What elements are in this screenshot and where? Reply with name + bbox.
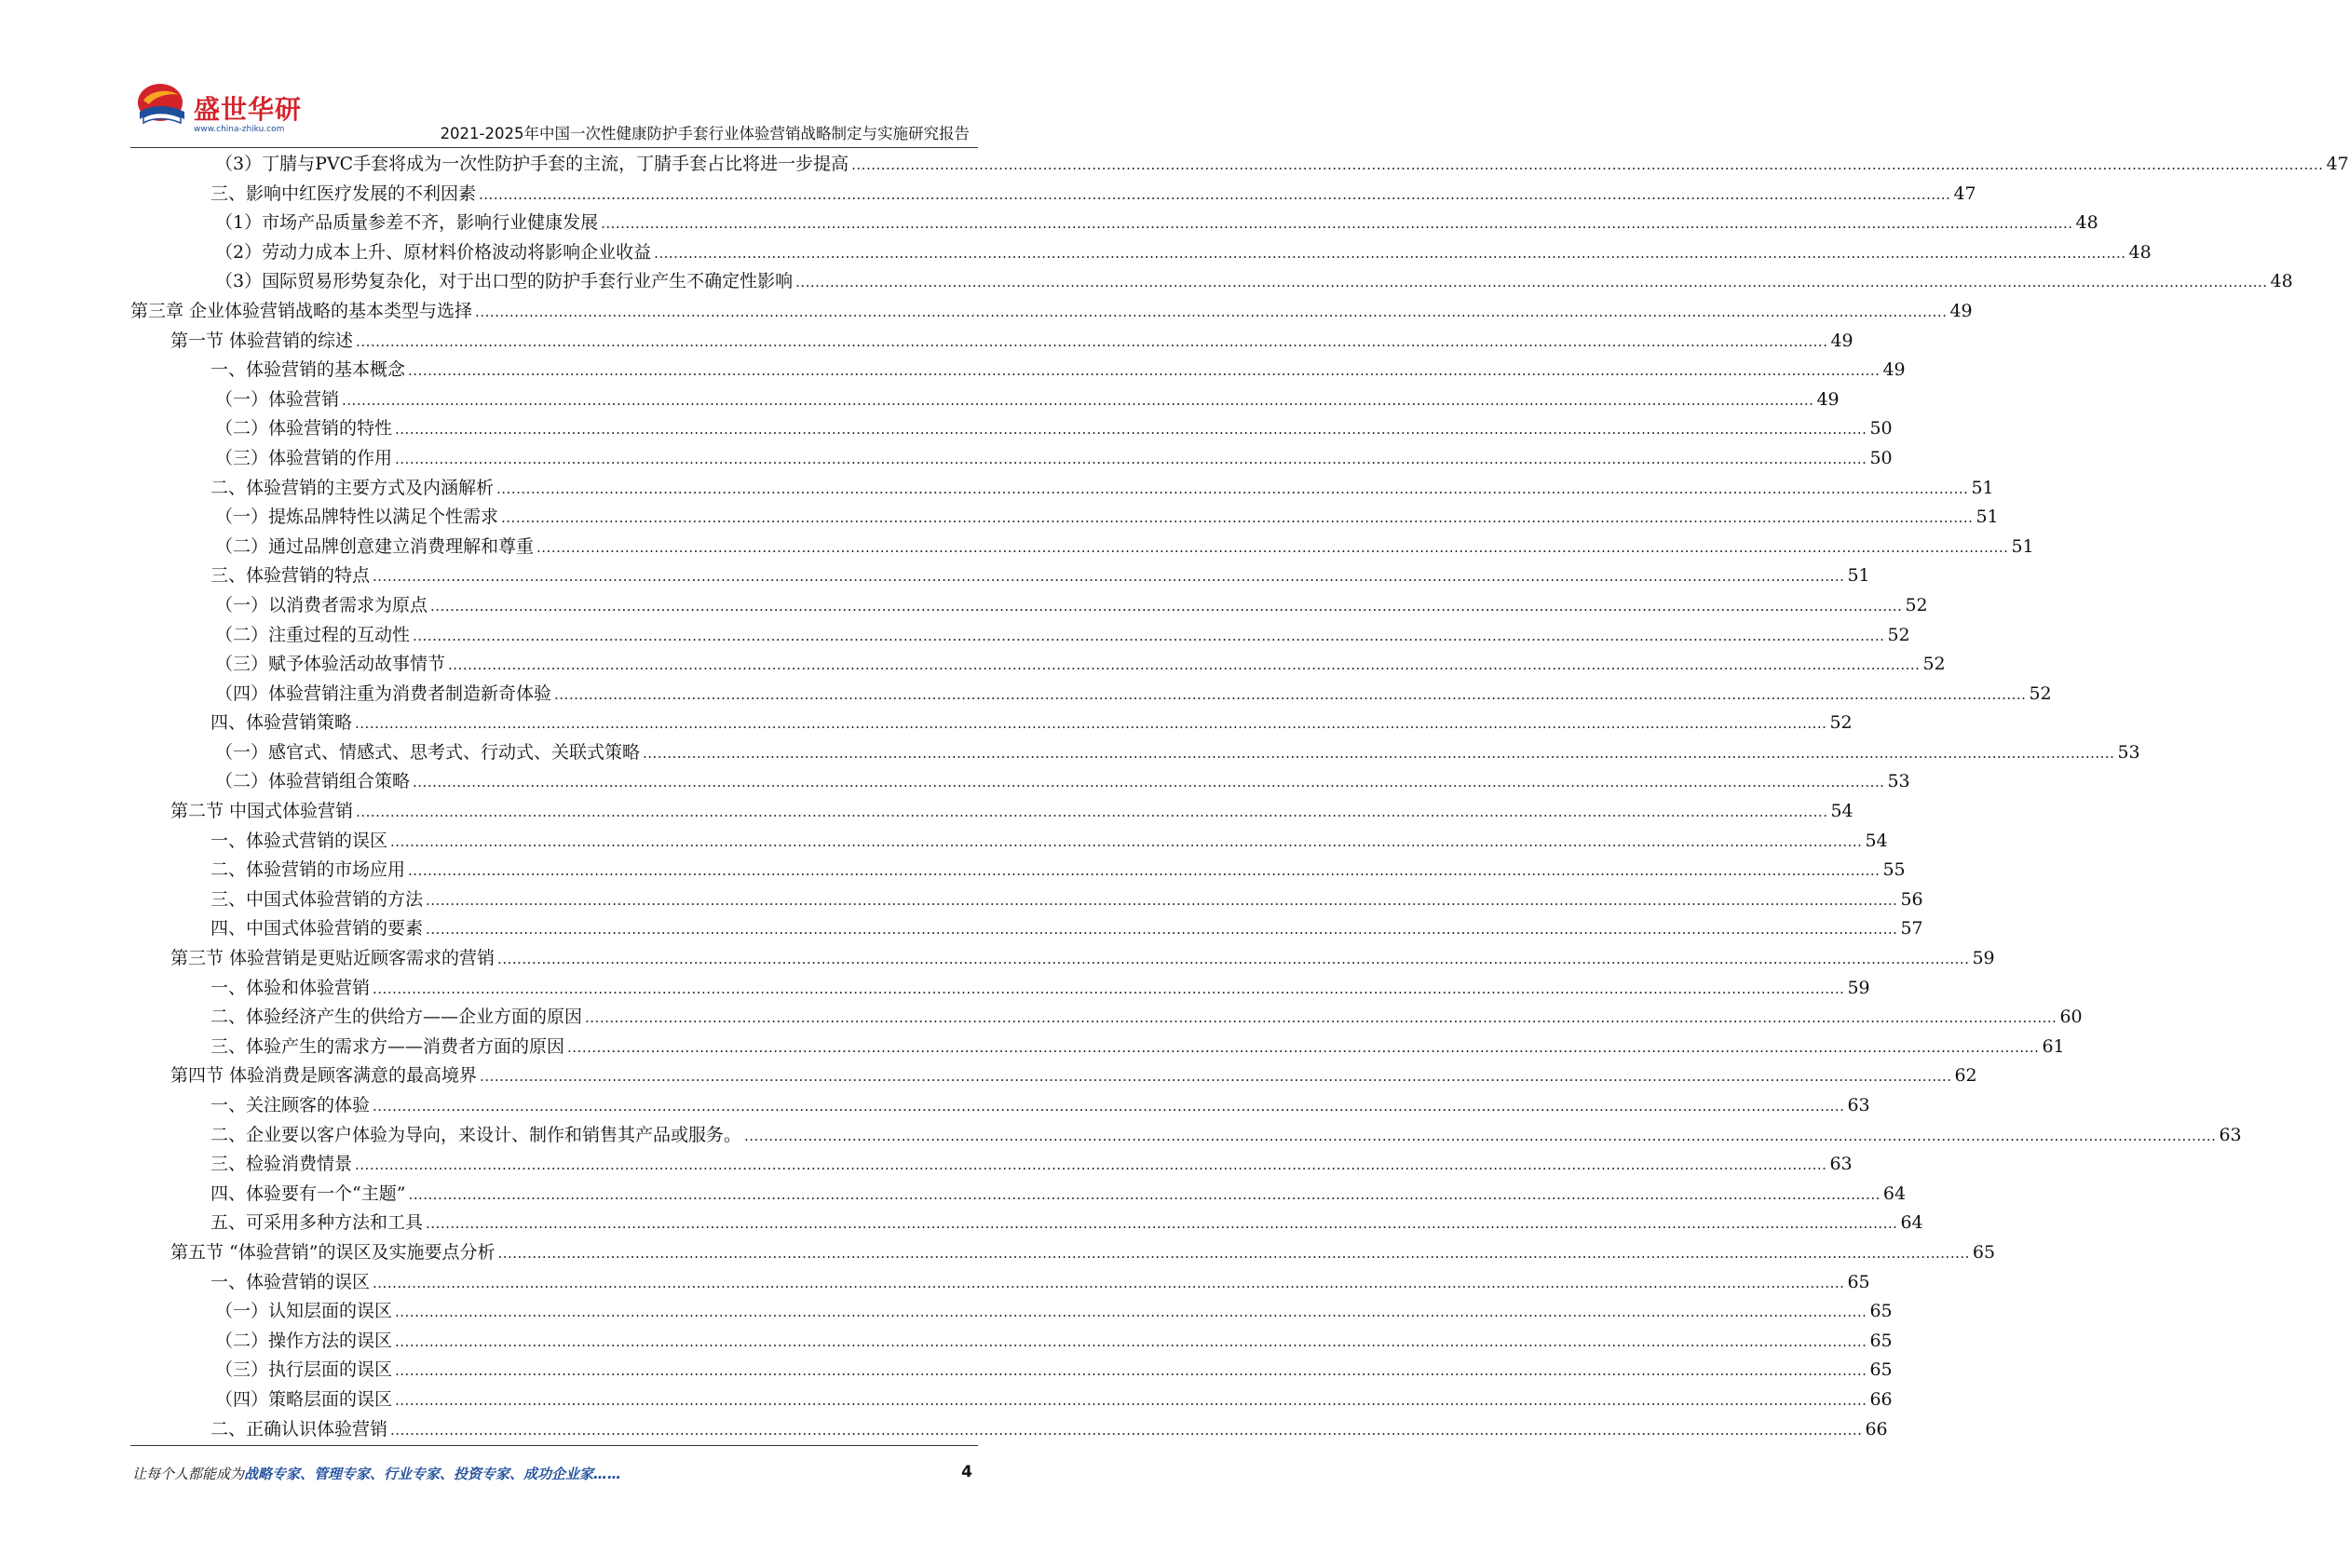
toc-entry[interactable]: [130, 944, 1995, 974]
toc-entry-page: 48: [2075, 212, 2098, 234]
toc-entry-title: （1）市场产品质量参差不齐，影响行业健康发展: [215, 212, 599, 234]
toc-entry-title: 第一节 体验营销的综述: [170, 330, 354, 351]
toc-entry-title: 一、体验营销的误区: [210, 1271, 371, 1292]
toc-entry-title: （3）丁腈与PVC手套将成为一次性防护手套的主流，丁腈手套占比将进一步提高: [215, 154, 849, 174]
table-of-contents: [130, 150, 2349, 1444]
toc-entry-page: 50: [1869, 418, 1893, 439]
toc-dot-leader: ............................................................................................................................................................................................................................................................................................................: [554, 685, 2027, 703]
toc-entry[interactable]: [130, 1415, 1888, 1445]
logo-url: www.china-zhiku.com: [194, 125, 285, 134]
toc-dot-leader: ............................................................................................................................................................................................................................................................................................................: [395, 450, 1867, 467]
toc-entry-page: 60: [2059, 1007, 2083, 1028]
toc-entry[interactable]: [130, 914, 1923, 944]
toc-dot-leader: ............................................................................................................................................................................................................................................................................................................: [475, 303, 1948, 320]
toc-entry-page: 49: [1882, 359, 1906, 381]
toc-entry[interactable]: [130, 1209, 1923, 1238]
toc-entry-page: 51: [1976, 507, 1999, 528]
toc-entry-title: （一）认知层面的误区: [215, 1301, 393, 1322]
toc-entry-page: 63: [1847, 1095, 1870, 1115]
toc-entry[interactable]: [130, 503, 1999, 533]
toc-entry[interactable]: [130, 267, 2293, 297]
toc-entry-title: 三、中国式体验营销的方法: [210, 888, 424, 910]
toc-entry-page: 63: [2219, 1124, 2242, 1145]
header-divider: [130, 147, 978, 148]
toc-entry-page: 55: [1882, 859, 1906, 881]
toc-entry-title: 三、体验产生的需求方——消费者方面的原因: [210, 1035, 565, 1057]
toc-dot-leader: ............................................................................................................................................................................................................................................................................................................: [496, 480, 1969, 497]
toc-entry-title: （三）执行层面的误区: [215, 1359, 393, 1381]
toc-entry-page: 51: [1971, 477, 1994, 498]
toc-entry[interactable]: [130, 1386, 1893, 1415]
toc-entry-title: （二）注重过程的互动性: [215, 624, 411, 645]
toc-entry[interactable]: [130, 385, 1840, 415]
toc-entry-title: （2）劳动力成本上升、原材料价格波动将影响企业收益: [215, 241, 652, 263]
toc-dot-leader: ............................................................................................................................................................................................................................................................................................................: [413, 774, 1885, 791]
toc-entry[interactable]: [130, 1268, 1870, 1298]
toc-entry-title: 四、中国式体验营销的要素: [210, 918, 424, 939]
toc-dot-leader: ............................................................................................................................................................................................................................................................................................................: [744, 1127, 2217, 1144]
toc-entry-page: 66: [1869, 1388, 1893, 1410]
toc-dot-leader: ............................................................................................................................................................................................................................................................................................................: [497, 1244, 1970, 1262]
toc-entry-page: 54: [1865, 830, 1888, 851]
toc-entry[interactable]: [130, 1180, 1907, 1210]
toc-entry-title: 一、关注顾客的体验: [210, 1095, 371, 1115]
toc-entry-page: 64: [1900, 1212, 1923, 1234]
toc-dot-leader: ............................................................................................................................................................................................................................................................................................................: [356, 804, 1828, 821]
toc-dot-leader: ............................................................................................................................................................................................................................................................................................................: [643, 744, 2115, 762]
toc-entry-page: 53: [1887, 771, 1910, 792]
toc-entry[interactable]: [130, 1033, 2065, 1062]
toc-dot-leader: ............................................................................................................................................................................................................................................................................................................: [654, 244, 2126, 262]
toc-dot-leader: ............................................................................................................................................................................................................................................................................................................: [408, 1185, 1881, 1203]
toc-entry-title: （一）以消费者需求为原点: [215, 594, 428, 615]
toc-entry-page: 49: [1830, 330, 1853, 351]
toc-dot-leader: ............................................................................................................................................................................................................................................................................................................: [497, 951, 1970, 968]
toc-dot-leader: ............................................................................................................................................................................................................................................................................................................: [426, 1215, 1898, 1233]
toc-entry-page: 59: [1847, 977, 1870, 998]
toc-entry-page: 52: [1829, 712, 1853, 734]
toc-entry-page: 54: [1830, 801, 1853, 822]
toc-entry[interactable]: [130, 827, 1888, 857]
toc-entry-title: （二）体验营销的特性: [215, 418, 393, 439]
toc-entry-page: 51: [1847, 565, 1870, 587]
toc-dot-leader: ............................................................................................................................................................................................................................................................................................................: [426, 921, 1898, 939]
toc-entry[interactable]: [130, 709, 1853, 738]
toc-dot-leader: ............................................................................................................................................................................................................................................................................................................: [567, 1038, 2040, 1056]
toc-entry-title: 二、企业要以客户体验为导向，来设计、制作和销售其产品或服务。: [210, 1124, 742, 1145]
toc-entry-title: （二）通过品牌创意建立消费理解和尊重: [215, 535, 535, 557]
toc-entry-page: 61: [2042, 1035, 2065, 1057]
toc-dot-leader: ............................................................................................................................................................................................................................................................................................................: [395, 1362, 1867, 1380]
toc-dot-leader: ............................................................................................................................................................................................................................................................................................................: [585, 1009, 2057, 1027]
toc-entry-title: 二、体验营销的主要方式及内涵解析: [210, 477, 495, 498]
toc-entry-title: 一、体验式营销的误区: [210, 830, 388, 851]
toc-entry-page: 66: [1865, 1418, 1888, 1440]
toc-dot-leader: ............................................................................................................................................................................................................................................................................................................: [479, 185, 1951, 203]
toc-entry[interactable]: [130, 797, 1853, 827]
toc-dot-leader: ............................................................................................................................................................................................................................................................................................................: [536, 538, 2009, 556]
toc-dot-leader: ............................................................................................................................................................................................................................................................................................................: [395, 1304, 1867, 1321]
toc-entry[interactable]: [130, 150, 2349, 180]
toc-dot-leader: ............................................................................................................................................................................................................................................................................................................: [448, 656, 1921, 674]
toc-entry-page: 63: [1829, 1154, 1853, 1175]
logo-text: 盛世华研: [194, 94, 303, 125]
toc-dot-leader: ............................................................................................................................................................................................................................................................................................................: [355, 1156, 1827, 1174]
toc-entry-title: 三、影响中红医疗发展的不利因素: [210, 182, 477, 204]
toc-dot-leader: ............................................................................................................................................................................................................................................................................................................: [373, 980, 1845, 997]
toc-entry-page: 52: [1922, 654, 1946, 675]
toc-entry-page: 65: [1972, 1241, 1996, 1263]
toc-entry-title: 五、可采用多种方法和工具: [210, 1212, 424, 1234]
toc-entry-title: （一）体验营销: [215, 388, 340, 410]
toc-entry[interactable]: [130, 297, 1973, 327]
toc-entry-page: 56: [1900, 888, 1923, 910]
toc-entry-title: 二、体验经济产生的供给方——企业方面的原因: [210, 1007, 583, 1028]
toc-entry-page: 57: [1900, 918, 1923, 939]
toc-entry-title: （3）国际贸易形势复杂化，对于出口型的防护手套行业产生不确定性影响: [215, 271, 794, 292]
toc-entry[interactable]: [130, 767, 1910, 797]
toc-entry[interactable]: [130, 1356, 1893, 1386]
toc-dot-leader: ............................................................................................................................................................................................................................................................................................................: [408, 362, 1881, 380]
toc-dot-leader: ............................................................................................................................................................................................................................................................................................................: [851, 156, 2324, 173]
toc-dot-leader: ............................................................................................................................................................................................................................................................................................................: [795, 274, 2268, 291]
toc-entry[interactable]: [130, 621, 1910, 651]
toc-entry-page: 48: [2270, 271, 2293, 292]
toc-dot-leader: ............................................................................................................................................................................................................................................................................................................: [390, 1421, 1863, 1439]
toc-entry[interactable]: [130, 1327, 1893, 1357]
toc-entry-page: 62: [1954, 1065, 1977, 1087]
toc-entry-title: 第二节 中国式体验营销: [170, 801, 354, 822]
footer-slogan: [132, 1464, 621, 1483]
toc-entry-title: 三、体验营销的特点: [210, 565, 371, 587]
toc-entry-page: 49: [1816, 388, 1840, 410]
page-number: 4: [961, 1463, 972, 1481]
toc-dot-leader: ............................................................................................................................................................................................................................................................................................................: [390, 832, 1863, 850]
toc-entry-title: （三）体验营销的作用: [215, 447, 393, 468]
toc-dot-leader: ............................................................................................................................................................................................................................................................................................................: [395, 1332, 1867, 1350]
toc-dot-leader: ............................................................................................................................................................................................................................................................................................................: [501, 509, 1974, 527]
toc-entry-title: （二）体验营销组合策略: [215, 771, 411, 792]
toc-entry-page: 50: [1869, 447, 1893, 468]
toc-entry-title: 三、检验消费情景: [210, 1154, 353, 1175]
toc-dot-leader: ............................................................................................................................................................................................................................................................................................................: [413, 627, 1885, 644]
toc-entry[interactable]: [130, 680, 2052, 710]
toc-entry-title: （一）感官式、情感式、思考式、行动式、关联式策略: [215, 741, 641, 763]
toc-entry-title: 四、体验要有一个“主题”: [210, 1183, 406, 1204]
toc-dot-leader: ............................................................................................................................................................................................................................................................................................................: [408, 862, 1881, 880]
toc-entry[interactable]: [130, 1238, 1996, 1268]
toc-dot-leader: ............................................................................................................................................................................................................................................................................................................: [373, 1098, 1845, 1115]
toc-entry[interactable]: [130, 209, 2098, 238]
toc-dot-leader: ............................................................................................................................................................................................................................................................................................................: [355, 715, 1827, 733]
toc-entry[interactable]: [130, 414, 1893, 444]
toc-entry[interactable]: [130, 444, 1893, 474]
toc-entry-title: 第四节 体验消费是顾客满意的最高境界: [170, 1065, 478, 1087]
toc-entry-page: 52: [1905, 594, 1928, 615]
toc-entry-title: （二）操作方法的误区: [215, 1330, 393, 1351]
toc-entry-title: 二、正确认识体验营销: [210, 1418, 388, 1440]
toc-entry-page: 65: [1869, 1330, 1893, 1351]
toc-dot-leader: ............................................................................................................................................................................................................................................................................................................: [356, 332, 1828, 350]
toc-entry-title: 第三节 体验营销是更贴近顾客需求的营销: [170, 948, 496, 969]
toc-dot-leader: ............................................................................................................................................................................................................................................................................................................: [373, 1274, 1845, 1291]
toc-dot-leader: ............................................................................................................................................................................................................................................................................................................: [373, 568, 1845, 586]
toc-entry[interactable]: [130, 650, 1946, 680]
toc-entry-title: 四、体验营销策略: [210, 712, 353, 734]
toc-entry[interactable]: [130, 1003, 2083, 1033]
toc-dot-leader: ............................................................................................................................................................................................................................................................................................................: [601, 215, 2073, 233]
toc-entry[interactable]: [130, 885, 1923, 915]
report-title: 2021-2025年中国一次性健康防护手套行业体验营销战略制定与实施研究报告: [440, 125, 970, 142]
toc-entry-title: （一）提炼品牌特性以满足个性需求: [215, 507, 499, 528]
toc-entry-page: 64: [1882, 1183, 1907, 1204]
toc-entry[interactable]: [130, 238, 2152, 268]
toc-entry-title: 一、体验营销的基本概念: [210, 359, 406, 381]
toc-entry-title: 第三章 企业体验营销战略的基本类型与选择: [130, 300, 473, 321]
toc-entry[interactable]: [130, 1091, 1870, 1121]
toc-dot-leader: ............................................................................................................................................................................................................................................................................................................: [395, 1391, 1867, 1409]
toc-entry-title: （四）体验营销注重为消费者制造新奇体验: [215, 683, 552, 704]
toc-entry[interactable]: [130, 474, 1994, 504]
toc-entry-title: 二、体验营销的市场应用: [210, 859, 406, 881]
toc-entry[interactable]: [130, 1297, 1893, 1327]
toc-entry[interactable]: [130, 1150, 1853, 1180]
toc-entry[interactable]: [130, 974, 1870, 1004]
footer-divider: [130, 1445, 978, 1446]
toc-entry[interactable]: [130, 356, 1906, 385]
toc-entry[interactable]: [130, 1061, 1977, 1091]
toc-entry[interactable]: [130, 1121, 2242, 1151]
toc-entry-page: 53: [2117, 741, 2140, 763]
toc-entry-page: 47: [2326, 154, 2349, 174]
toc-entry-title: 一、体验和体验营销: [210, 977, 371, 998]
toc-entry-page: 52: [2029, 683, 2052, 704]
toc-dot-leader: ............................................................................................................................................................................................................................................................................................................: [426, 891, 1898, 909]
toc-entry-title: （四）策略层面的误区: [215, 1388, 393, 1410]
toc-entry[interactable]: [130, 738, 2140, 768]
toc-entry-page: 59: [1972, 948, 1995, 969]
toc-entry-title: （三）赋予体验活动故事情节: [215, 654, 446, 675]
page-header: [0, 0, 1109, 149]
toc-entry[interactable]: [130, 533, 2034, 562]
toc-entry[interactable]: [130, 856, 1906, 885]
toc-entry-title: 第五节 “体验营销”的误区及实施要点分析: [170, 1241, 496, 1263]
footer-slogan-emphasis: 战略专家、管理专家、行业专家、投资专家、成功企业家……: [244, 1466, 622, 1482]
toc-entry-page: 52: [1887, 624, 1910, 645]
toc-entry[interactable]: [130, 180, 1976, 210]
toc-entry-page: 65: [1847, 1271, 1870, 1292]
toc-entry-page: 51: [2011, 535, 2034, 557]
toc-entry-page: 65: [1869, 1301, 1893, 1322]
toc-entry-page: 65: [1869, 1359, 1893, 1381]
toc-dot-leader: ............................................................................................................................................................................................................................................................................................................: [342, 391, 1814, 409]
toc-entry-page: 48: [2128, 241, 2152, 263]
toc-entry[interactable]: [130, 327, 1853, 357]
toc-entry[interactable]: [130, 591, 1928, 621]
toc-dot-leader: ............................................................................................................................................................................................................................................................................................................: [480, 1068, 1952, 1086]
toc-dot-leader: ............................................................................................................................................................................................................................................................................................................: [430, 597, 1903, 615]
footer-slogan-prefix: 让每个人都能成为: [132, 1466, 245, 1482]
toc-dot-leader: ............................................................................................................................................................................................................................................................................................................: [395, 421, 1867, 439]
toc-entry-page: 49: [1949, 300, 1973, 321]
toc-entry[interactable]: [130, 561, 1870, 591]
toc-entry-page: 47: [1953, 182, 1976, 204]
